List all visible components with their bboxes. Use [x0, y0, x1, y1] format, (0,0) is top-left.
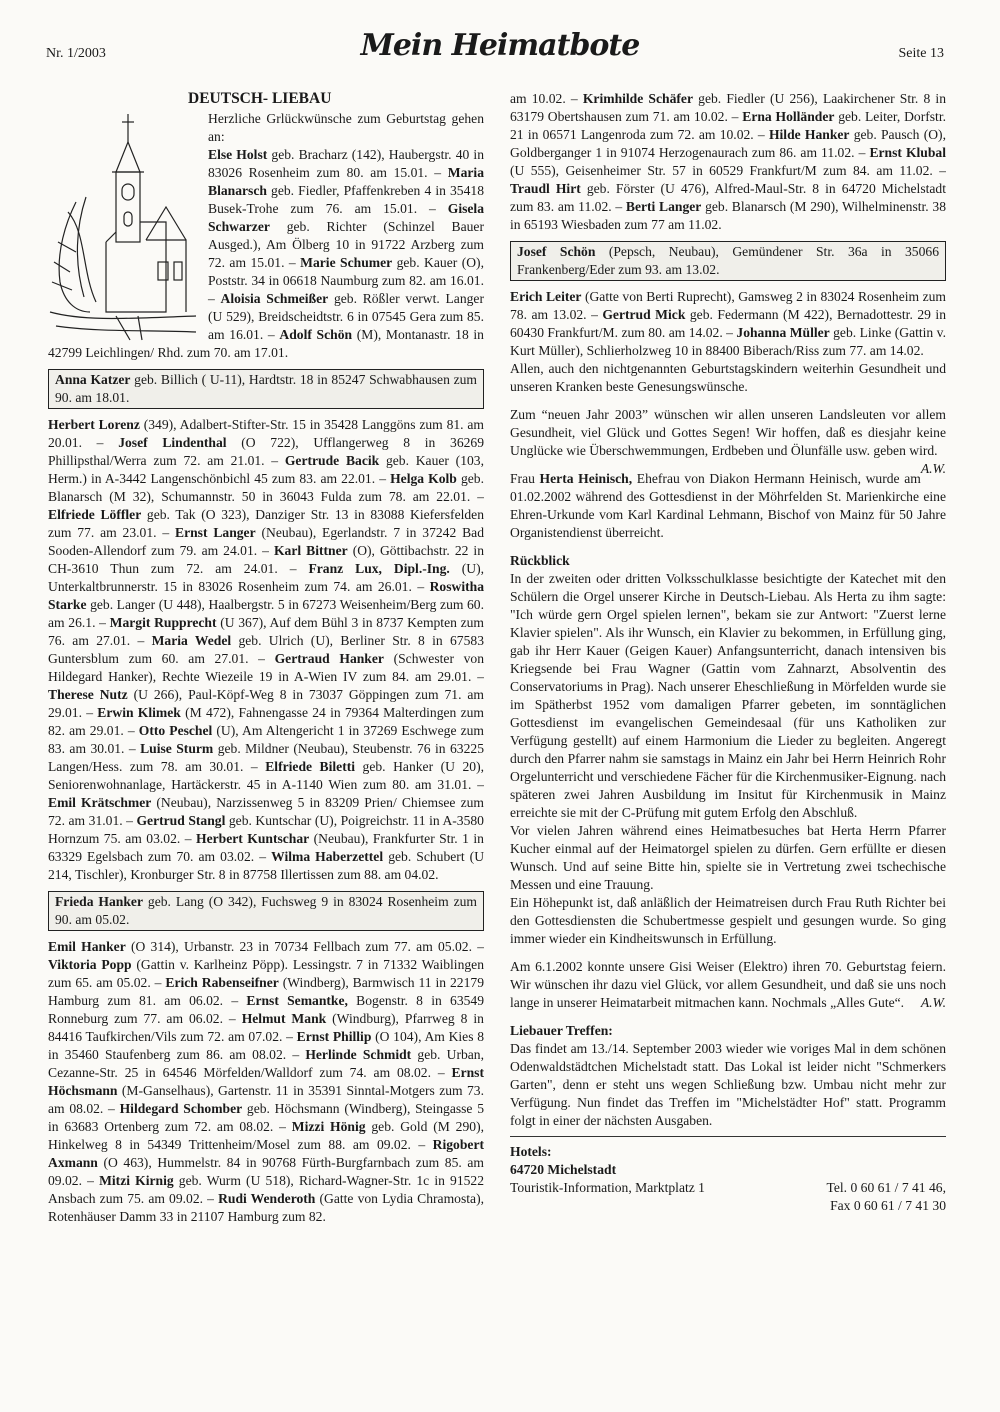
person-name: Berti Langer — [625, 199, 702, 214]
birthday-list-3: Emil Hanker (O 314), Urbanstr. 23 in 70734 Fellbach zum 77. am 05.02. – Viktoria Popp (Gattin v. Karlheinz Pöpp). Lessingstr. 7 in 71332 Waiblingen zum 65. am 05.02. – Erich Rabenseifner (Windberg), Barmwisch 11 in 22179 Hamburg zum 81. am 06.02. – Ernst Semantke, Bogenstr. 8 in 63549 Ronneburg zum 77. am 06.02. – Helmut Mank (Windburg), Pfarrweg 8 in 84416 Taufkirchen/Vils zum 72. am 07.02. – Ernst Phillip (O 104), Am Kies 8 in 35460 Staufenberg zum 86. am 08.02. – Herlinde Schmidt geb. Urban, Cezanne-Str. 25 in 64546 Mörfelden/Walldorf zum 74. am 08.02. – Ernst Höchsmann (M-Ganselhaus), Gartenstr. 11 in 35391 Sinntal-Motgers zum 73. am 08.02. – Hildegard Schomber geb. Höchsmann (Windberg), Steingasse 5 in 63683 Ortenberg zum 72. am 08.02. – Mizzi Hönig geb. Gold (M 290), Hinkelweg 8 in 54349 Trittenheim/Mosel zum 88. am 09.02. – Rigobert Axmann (O 463), Hummelstr. 84 in 90768 Fürth-Burgfarnbach zum 85. am 09.02. – Mitzi Kirnig geb. Wurm (U 518), Richard-Wagner-Str. 1c in 91522 Ansbach zum 75. am 09.02. – Rudi Wenderoth (Gatte von Lydia Chramosta), Rotenhäuser Damm 33 in 21107 Hamburg zum 82. — [48, 939, 484, 1224]
divider — [510, 1136, 946, 1137]
person-name: Franz Lux, Dipl.-Ing. — [308, 561, 450, 576]
person-name: Gertraud Hanker — [274, 651, 384, 666]
birthday-list-4: am 10.02. – Krimhilde Schäfer geb. Fiedler (U 256), Laakirchener Str. 8 in 63179 Obertshausen zum 71. am 10.02. – Erna Holländer geb. Leiter, Dorfstr. 21 in 06571 Langenroda zum 72. am 10.02. – Hilde Hanker geb. Pausch (O), Goldberganger 1 in 91074 Herzogenaurach zum 86. am 11.02. – Ernst Klubal (U 555), Geisenheimer Str. 57 in 60529 Frankfurt/M zum 84. am 11.02. – Traudl Hirt geb. Förster (U 476), Alfred-Maul-Str. 8 in 64720 Michelstadt zum 83. am 11.02. – Berti Langer geb. Blanarsch (M 290), Wilhelminenstr. 38 in 65193 Wiesbaden zum 77 am 11.02. — [510, 91, 946, 232]
person-name: Anna Katzer — [55, 372, 131, 387]
person-name: Maria Wedel — [151, 633, 232, 648]
hotels-city: 64720 Michelstadt — [510, 1162, 617, 1177]
person-name: Johanna Müller — [736, 325, 830, 340]
person-name: Adolf Schön — [279, 327, 353, 342]
person-name: Traudl Hirt — [510, 181, 581, 196]
rueckblick-title: Rückblick — [510, 553, 570, 568]
person-name: Josef Lindenthal — [118, 435, 227, 450]
person-name: Herlinde Schmidt — [305, 1047, 412, 1062]
person-name: Hildegard Schomber — [119, 1101, 243, 1116]
rueckblick-p1: In der zweiten oder dritten Volksschulklasse besichtigte der Katechet mit den Schülern die Orgel unserer Kirche in Deutsch-Liebau. Als Herta zu ihm sagte: "Ich würde gern Orgel spielen lernen", bekam sie zur Antwort: "Zuerst lerne Klavier spielen". Als ihr Wunsch, ein Klavier zu bekommen, in Erfüllung ging, gab ihr Herr Kauer (Geigen Kauer) Anfangsunterricht, danach intensiven bis Kriegsende bei Frau Wagner (Gattin vom Zahnarzt, Absolventin des Conservatoriums in Prag). Nach unserer Eheschließung in Mörfelden wurde sie im Spätherbst 1952 vom damaligen Pfarrer gebeten, im sonntäglichen Gottesdienst im evangelischen Gemeindesaal (für uns Katholiken zur Verfügung gestellt) auf einem Harmonium die Lieder zu begleiten. Angeregt durch den Pfarrer nahm sie samstags in Mainz ein Jahr bei Herrn Heinrich Rohr Orgelunterricht und verschiedene Fächer für die Kirchenmusiker-Eignung. nach späteren zwei Jahren Ausbildung im Insitut für Kirchenmusik in Mainz erreichte sie mit der C-Prüfung mit gutem Erfolg den Abschluß. — [510, 571, 946, 820]
page-number: Seite 13 — [898, 46, 944, 61]
person-name: Roswitha Starke — [48, 579, 484, 612]
hotels-title: Hotels: — [510, 1144, 552, 1159]
intro-text: Herzliche Grlückwünsche zum Geburtstag gehen an: — [208, 111, 484, 144]
treffen-text: Das findet am 13./14. September 2003 wieder wie voriges Mal in dem schönen Odenwaldstädtchen Michelstadt statt. Das Lokal ist leider nicht "Schmerkers Garten", denn er steht uns wegen Schließung bzw. Umbau nicht mehr zur Verfügung. Nun findet das Treffen im "Michelstädter Hof" statt. Programm folgt in einer der nächsten Ausgaben. — [510, 1041, 946, 1128]
person-name: Helmut Mank — [241, 1011, 327, 1026]
person-name: Elfriede Biletti — [265, 759, 356, 774]
new-year-text: Zum “neuen Jahr 2003” wünschen wir allen unseren Landsleuten vor allem Gesundheit, viel Glück und Gottes Segen! Wir hoffen, daß es diesjahr keine Unglücke wie Überschwemmungen, Erdbeben und Ölunfälle usw. geben wird. A.W. — [510, 407, 946, 476]
person-name: Herta Heinisch, — [539, 471, 633, 486]
person-name: Margit Rupprecht — [109, 615, 217, 630]
issue-number: Nr. 1/2003 — [46, 46, 106, 61]
person-name: Erna Holländer — [742, 109, 835, 124]
birthday-list-2: Herbert Lorenz (349), Adalbert-Stifter-Str. 15 in 35428 Langgöns zum 81. am 20.01. – Josef Lindenthal (O 722), Ufflangerweg 8 in 36269 Phillipsthal/Werra zum 72. am 21.01. – Gertrude Bacik geb. Kauer (103, Herm.) in A-3442 Langenschönbichl 45 zum 83. am 22.01. – Helga Kolb geb. Blanarsch (M 32), Schumannstr. 50 in 36043 Fulda zum 78. am 22.01. – Elfriede Löffler geb. Tak (O 323), Danziger Str. 13 in 83088 Kiefersfelden zum 77. am 23.01. – Ernst Langer (Neubau), Egerlandstr. 7 in 37242 Bad Sooden-Allendorf zum 79. am 24.01. – Karl Bittner (O), Göttibachstr. 22 in CH-3610 Thun zum 72. am 24.01. – Franz Lux, Dipl.-Ing. (U), Unterkaltbrunnerstr. 15 in 83026 Rosenheim zum 74. am 26.01. – Roswitha Starke geb. Langer (U 448), Haalbergstr. 5 in 67273 Weisenheim/Berg zum 60. am 26.1. – Margit Rupprecht (U 367), Auf dem Bühl 3 in 8737 Kempten zum 76. am 27.01. – Maria Wedel geb. Ulrich (U), Berliner Str. 8 in 67583 Guntersblum zum 60. am 27.01. – Gertraud Hanker (Schwester von Hildegard Hanker), Rechte Wiezeile 19 in A-Wien IV zum 84. am 29.01. – Therese Nutz (U 266), Paul-Köpf-Weg 8 in 73037 Göppingen zum 71. am 29.01. – Erwin Klimek (M 472), Fahnengasse 24 in 79364 Malterdingen zum 82. am 29.01. – Otto Peschel (U), Am Altengericht 1 in 37269 Eschwege zum 83. am 30.01. – Luise Sturm geb. Mildner (Neubau), Steubenstr. 76 in 63225 Langen/Hess. zum 78. am 30.01. – Elfriede Biletti geb. Hanker (U 20), Seniorenwohnanlage, Hartäckerstr. 45 in A-1140 Wien zum 80. am 31.01. – Emil Krätschmer (Neubau), Narzissenweg 5 in 83209 Prien/ Chiemsee zum 72. am 31.01. – Gertrud Stangl geb. Kuntschar (U), Poigreichstr. 11 in A-3580 Hornzum 75. am 03.02. – Herbert Kuntschar (Neubau), Frankfurter Str. 1 in 63329 Egelsbach zum 70. am 03.02. – Wilma Haberzettel geb. Schubert (U 214, Tischler), Kronburger Str. 8 in 87758 Illertissen zum 88. am 04.02. — [48, 417, 484, 882]
person-name: Marie Schumer — [300, 255, 393, 270]
person-name: Helga Kolb — [390, 471, 457, 486]
person-name: Rudi Wenderoth — [218, 1191, 316, 1206]
person-name: Gertrude Bacik — [284, 453, 380, 468]
person-name: Frieda Hanker — [55, 894, 143, 909]
person-name: Ernst Höchsmann — [48, 1065, 484, 1098]
person-name: Krimhilde Schäfer — [582, 91, 693, 106]
right-column — [510, 90, 946, 1358]
greeting-text: Allen, auch den nichtgenannten Geburtstagskindern weiterhin Gesundheit und unseren Kranken beste Genesungswünsche. — [510, 361, 946, 394]
hotels-fax: Fax 0 60 61 / 7 41 30 — [830, 1198, 946, 1213]
person-name: Karl Bittner — [273, 543, 348, 558]
person-name: Erich Rabenseifner — [165, 975, 279, 990]
person-name: Ernst Klubal — [869, 145, 946, 160]
birthday-list-5: Erich Leiter (Gatte von Berti Ruprecht), Gamsweg 2 in 83024 Rosenheim zum 78. am 13.02. – Gertrud Mick geb. Federmann (M 422), Bernadottestr. 29 in 60430 Frankfurt/M. zum 80. am 14.02. – Johanna Müller geb. Linke (Gattin v. Kurt Müller), Schlierholzweg 10 in 88400 Biberach/Riss zum 77. am 14.02. — [510, 289, 946, 358]
person-name: Mitzi Kirnig — [99, 1173, 174, 1188]
person-name: Herbert Lorenz — [48, 417, 140, 432]
person-name: Elfriede Löffler — [48, 507, 142, 522]
church-illustration — [48, 112, 204, 342]
person-name: Erwin Klimek — [97, 705, 181, 720]
person-name: Ernst Langer — [175, 525, 256, 540]
person-name: Herbert Kuntschar — [196, 831, 310, 846]
person-name: Viktoria Popp — [48, 957, 132, 972]
signature-2: A.W. — [920, 995, 946, 1010]
person-name: Ernst Semantke, — [246, 993, 348, 1008]
person-name: Josef Schön — [517, 244, 596, 259]
person-name: Wilma Haberzettel — [271, 849, 384, 864]
signature: A.W. — [920, 461, 946, 476]
person-name: Therese Nutz — [48, 687, 128, 702]
person-name: Gertrud Mick — [602, 307, 686, 322]
gisi-text: Am 6.1.2002 konnte unsere Gisi Weiser (Elektro) ihren 70. Geburtstag feiern. Wir wünschen ihr dazu viel Glück, vor allem Gesundheit, und daß sie uns noch lange in unserer Heimatarbeit mitmachen kann. Nochmals „Alles Gute“. A.W. — [510, 959, 946, 1010]
person-name: Else Holst — [208, 147, 268, 162]
person-name: Maria Blanarsch — [208, 165, 484, 198]
hotels-info: Touristik-Information, Marktplatz 1 — [510, 1180, 705, 1195]
person-name: Erich Leiter — [510, 289, 582, 304]
person-name: Rigobert Axmann — [48, 1137, 484, 1170]
person-name: Otto Peschel — [138, 723, 213, 738]
person-name: Emil Hanker — [48, 939, 126, 954]
person-name: Gertrud Stangl — [136, 813, 226, 828]
rueckblick-p3: Ein Höhepunkt ist, daß anläßlich der Heimatreisen durch Frau Ruth Richter bei den Gottesdiensten die Schubertmesse gespielt und gesungen wurde. So ging immer wieder ein Kindheitswunsch in Erfüllung. — [510, 895, 946, 946]
person-name: Emil Krätschmer — [48, 795, 152, 810]
rueckblick-p2: Vor vielen Jahren während eines Heimatbesuches bat Herta Herrn Pfarrer Kucher einmal auf der Heimatorgel spielen zu dürfen. Gern erfüllte er diesen Wunsch. Und auf seine Bitte hin, spielte sie in Vertretung zwei tschechische Messen und eine Trauung. — [510, 823, 946, 892]
highlight-box-2: Frieda Hanker geb. Lang (O 342), Fuchsweg 9 in 83024 Rosenheim zum 90. am 05.02. — [48, 891, 484, 931]
highlight-box-1: Anna Katzer geb. Billich ( U-11), Hardtstr. 18 in 85247 Schwabhausen zum 90. am 18.01. — [48, 369, 484, 409]
person-name: Hilde Hanker — [768, 127, 850, 142]
herta-text: Frau Herta Heinisch, Ehefrau von Diakon Hermann Heinisch, wurde am 01.02.2002 während des Gottesdienst in der Möhrfelden St. Marienkirche eine Ehren-Urkunde vom Karl Kardinal Lehmann, Bischof von Mainz für 50 Jahre Organistendienst überreicht. — [510, 471, 946, 540]
masthead-logo: Mein Heimatbote — [360, 28, 640, 63]
highlight-box-3: Josef Schön (Pepsch, Neubau), Gemündener Str. 36a in 35066 Frankenberg/Eder zum 93. am 13.02. — [510, 241, 946, 281]
person-name: Luise Sturm — [140, 741, 214, 756]
left-column — [48, 90, 484, 1358]
birthday-list-1: Else Holst geb. Bracharz (142), Haubergstr. 40 in 83026 Rosenheim zum 80. am 15.01. – Maria Blanarsch geb. Fiedler, Pfaffenkreben 4 in 35418 Busek-Trohe zum 76. am 15.01. – Gisela Schwarzer geb. Richter (Schinzel Bauer Ausged.), Am Ölberg 10 in 91722 Arzberg zum 72. am 15.01. – Marie Schumer geb. Kauer (O), Poststr. 34 in 06618 Naumburg zum 82. am 16.01. – Aloisia Schmeißer geb. Rößler verwt. Langer (U 529), Breidscheidtstr. 6 in 07545 Gera zum 85. am 16.01. – Adolf Schön (M), Montanastr. 18 in 42799 Leichlingen/ Rhd. zum 70. am 17.01. — [48, 147, 484, 360]
person-name: Ernst Phillip — [296, 1029, 372, 1044]
person-name: Gisela Schwarzer — [208, 201, 484, 234]
section-title: DEUTSCH- LIEBAU — [188, 90, 332, 107]
person-name: Aloisia Schmeißer — [220, 291, 329, 306]
treffen-title: Liebauer Treffen: — [510, 1023, 613, 1038]
hotels-tel: Tel. 0 60 61 / 7 41 46, — [826, 1180, 946, 1195]
person-name: Mizzi Hönig — [291, 1119, 366, 1134]
